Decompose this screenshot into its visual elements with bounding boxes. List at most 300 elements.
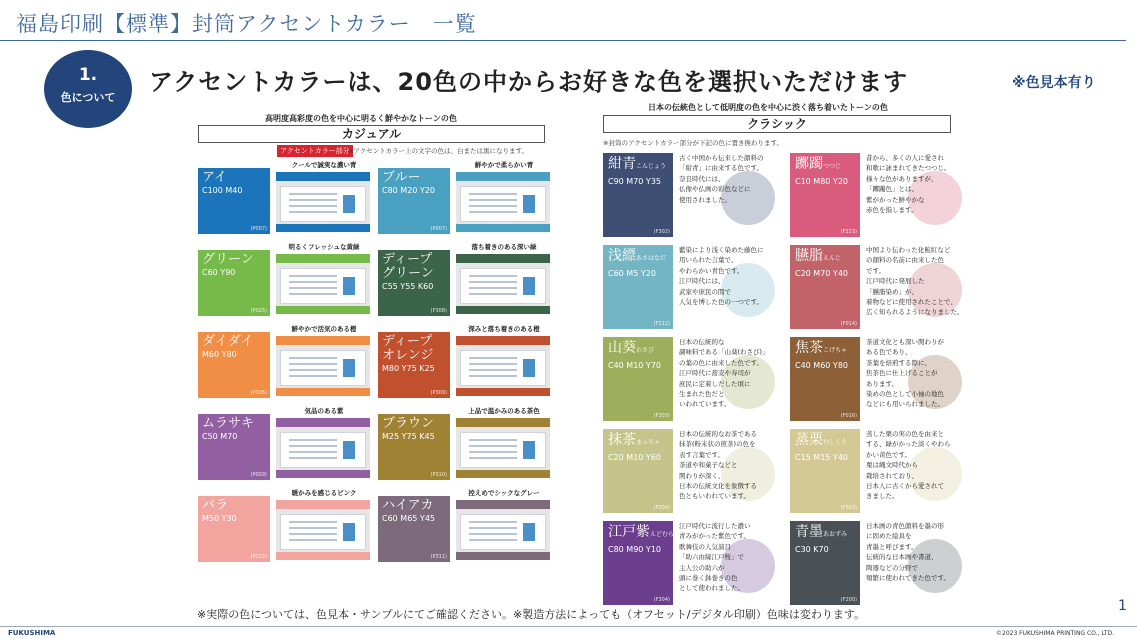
- history-line: 広く知られるようになりました。: [866, 308, 964, 317]
- envelope-preview: [276, 336, 370, 396]
- swatch-name: アイ: [202, 170, 227, 185]
- swatch-cmyk: M60 Y80: [202, 350, 237, 359]
- color-swatch: [378, 332, 450, 398]
- swatch-name: ダイダイ: [202, 334, 254, 349]
- envelope-text-line: [289, 369, 337, 371]
- swatch-code: (P025): [250, 308, 267, 314]
- envelope-preview: [276, 254, 370, 314]
- history-line: 仏像や仏画の彩色などに: [679, 185, 751, 194]
- swatch-name: 躑躅: [795, 156, 823, 172]
- history-line: 歌舞伎の人気演目: [679, 542, 731, 551]
- envelope-text-line: [469, 445, 517, 447]
- history-line: 「臙脂染め」が、: [866, 287, 918, 296]
- classic-card: [603, 153, 776, 237]
- envelope-flap: [276, 418, 370, 427]
- swatch-name-row: [795, 248, 855, 267]
- envelope-flap: [276, 500, 370, 509]
- swatch-code: (P311): [430, 554, 447, 560]
- envelope-flap: [456, 418, 550, 427]
- history-line: ある色であり、: [866, 348, 912, 357]
- history-line: 染めの色として小袖の地色: [866, 390, 944, 399]
- history-line: 抹茶(粉末状の煎茶)の色を: [679, 440, 756, 449]
- swatch-code: (P007): [430, 226, 447, 232]
- color-history-text: [866, 337, 966, 410]
- swatch-reading: わさび: [636, 347, 655, 354]
- history-line: 奈良時代には、: [679, 174, 725, 183]
- casual-card: [378, 160, 552, 234]
- swatch-code: (P009): [250, 472, 267, 478]
- swatch-name: 山葵: [608, 340, 636, 356]
- swatch-name: 臙脂: [795, 248, 823, 264]
- swatch-name: 蒸栗: [795, 432, 823, 448]
- classic-card: [790, 429, 963, 513]
- envelope-stripe: [456, 470, 550, 478]
- envelope-text-line: [289, 275, 337, 277]
- history-line: 江戸時代には、: [679, 277, 725, 286]
- swatch-code: (F302): [653, 229, 670, 235]
- swatch-name: グリーン: [202, 252, 254, 267]
- history-line: 関わりが深く、: [679, 471, 725, 480]
- color-swatch: [790, 337, 860, 421]
- swatch-cmyk: C40 M60 Y80: [795, 361, 848, 370]
- envelope-text-line: [289, 193, 337, 195]
- envelope-text-line: [469, 287, 517, 289]
- classic-note: ※封筒のアクセントカラー部分が下記の色に置き換わります。: [603, 139, 784, 147]
- envelope-flap: [276, 254, 370, 263]
- swatch-code: (F212): [653, 321, 670, 327]
- swatch-code: (F016): [840, 413, 857, 419]
- envelope-preview: [456, 254, 550, 314]
- history-line: 藍染により浅く染めた藤色に: [679, 246, 764, 254]
- color-history-text: [866, 521, 966, 583]
- swatch-code: (P222): [250, 554, 267, 560]
- history-line: 「紺青」に由来する色です。: [679, 164, 763, 173]
- color-swatch: [790, 429, 860, 513]
- history-line: 日本の伝統的な: [679, 338, 725, 346]
- classic-card: [603, 521, 776, 605]
- history-line: です。: [866, 266, 885, 275]
- envelope-text-line: [289, 357, 337, 359]
- envelope-stripe: [456, 224, 550, 232]
- envelope-text-line: [289, 527, 337, 529]
- swatch-code: (P305): [250, 390, 267, 396]
- swatch-cmyk: C50 M70: [202, 432, 238, 441]
- company-logo: FUKUSHIMA: [8, 629, 56, 637]
- envelope-window: [280, 268, 366, 304]
- swatch-reading: むしくり: [823, 439, 848, 446]
- history-line: 茶道や和菓子などと: [679, 461, 738, 470]
- history-line: 用いられた言葉で、: [679, 256, 738, 265]
- history-line: 日本の伝統文化を象徴する: [679, 482, 757, 491]
- swatch-cmyk: C60 Y90: [202, 268, 236, 277]
- envelope-text-line: [469, 539, 517, 541]
- history-line: 焦茶色に仕上げることが: [866, 369, 938, 378]
- color-description: 気品のある紫: [304, 407, 344, 415]
- envelope-preview: [456, 336, 550, 396]
- history-line: 頻繁に使われてきた色です。: [866, 574, 950, 583]
- swatch-name: 浅縹: [608, 248, 636, 264]
- envelope-text-line: [289, 521, 337, 523]
- casual-caption: 高明度高彩度の色を中心に明るく鮮やかなトーンの色: [265, 114, 457, 123]
- envelope-text-line: [469, 281, 517, 283]
- copyright: ©2023 FUKUSHIMA PRINTING CO., LTD.: [996, 630, 1115, 637]
- history-line: かい黄色です。: [866, 450, 911, 459]
- envelope-window: [280, 514, 366, 550]
- envelope-text-line: [469, 457, 517, 459]
- envelope-preview: [276, 172, 370, 232]
- swatch-name-row: [795, 156, 855, 175]
- color-swatch: [603, 153, 673, 237]
- casual-card: [198, 160, 372, 234]
- classic-card: [603, 337, 776, 421]
- color-swatch: [198, 496, 270, 562]
- envelope-text-line: [289, 363, 337, 365]
- history-line: 庶民に定着しだした頃に: [679, 379, 751, 388]
- envelope-mascot: [523, 441, 535, 459]
- swatch-reading: あさはなだ: [636, 255, 667, 262]
- classic-label: クラシック: [603, 115, 951, 133]
- footer-note: ※実際の色については、色見本・サンプルにてご確認ください。※製造方法によっても（オフセット/デジタル印刷）色味は変わります。: [197, 608, 865, 621]
- color-swatch: [790, 245, 860, 329]
- envelope-text-line: [469, 357, 517, 359]
- swatch-name: 抹茶: [608, 432, 636, 448]
- envelope-stripe: [276, 224, 370, 232]
- history-line: 日本人に古くから愛されて: [866, 482, 944, 491]
- envelope-text-line: [469, 439, 517, 441]
- swatch-reading: えどむらさき: [650, 531, 687, 538]
- color-swatch: [603, 337, 673, 421]
- swatch-name: ディープ グリーン: [382, 252, 434, 281]
- envelope-preview: [456, 418, 550, 478]
- casual-label: カジュアル: [198, 125, 545, 143]
- classic-card: [790, 153, 963, 237]
- history-line: として使われました。: [679, 584, 744, 593]
- color-swatch: [378, 250, 450, 316]
- history-line: 武家や庶民の間で: [679, 287, 731, 296]
- casual-card: [198, 488, 372, 562]
- casual-card: [378, 406, 552, 480]
- envelope-stripe: [276, 552, 370, 560]
- history-line: 赤色を指します。: [866, 206, 918, 215]
- swatch-code: (F204): [653, 505, 670, 511]
- swatch-reading: こげちゃ: [823, 347, 848, 354]
- swatch-cmyk: C60 M5 Y20: [608, 269, 656, 278]
- history-line: 日本画の青色顔料を墨の形: [866, 522, 944, 530]
- swatch-cmyk: C10 M80 Y20: [795, 177, 848, 186]
- color-history-text: [679, 429, 779, 502]
- classic-card: [790, 245, 963, 329]
- swatch-code: (P007): [250, 226, 267, 232]
- envelope-text-line: [289, 287, 337, 289]
- swatch-name-row: [795, 432, 855, 451]
- envelope-text-line: [289, 439, 337, 441]
- envelope-text-line: [289, 211, 337, 213]
- swatch-name-row: [795, 524, 855, 543]
- history-line: 「助六由縁江戸桜」で: [679, 553, 744, 562]
- history-line: 江戸時代に発展した: [866, 277, 925, 286]
- footer-divider: [0, 626, 1137, 627]
- envelope-text-line: [289, 539, 337, 541]
- classic-card: [790, 337, 963, 421]
- history-line: 昔から、多くの人に愛され: [866, 154, 944, 162]
- envelope-stripe: [456, 552, 550, 560]
- envelope-flap: [456, 500, 550, 509]
- envelope-mascot: [343, 523, 355, 541]
- color-description: クールで誠実な濃い青: [291, 161, 357, 169]
- swatch-name: バラ: [202, 498, 229, 513]
- swatch-name-row: [608, 156, 668, 175]
- swatch-cmyk: C40 M10 Y70: [608, 361, 661, 370]
- envelope-text-line: [469, 205, 517, 207]
- casual-card: [198, 406, 372, 480]
- swatch-cmyk: C60 M65 Y45: [382, 514, 435, 523]
- history-line: 茶葉を焙煎する際に、: [866, 358, 931, 367]
- envelope-window: [460, 432, 546, 468]
- swatch-name: 紺青: [608, 156, 636, 172]
- envelope-preview: [456, 172, 550, 232]
- envelope-preview: [276, 418, 370, 478]
- history-line: 古く中国から伝来した顔料の: [679, 154, 764, 162]
- page-title: 福島印刷【標準】封筒アクセントカラー 一覧: [16, 12, 477, 36]
- color-description: 深みと落ち着きのある橙: [468, 325, 540, 333]
- swatch-reading: あおずみ: [823, 531, 848, 538]
- swatch-cmyk: C80 M20 Y20: [382, 186, 435, 195]
- envelope-stripe: [456, 306, 550, 314]
- classic-card: [603, 429, 776, 513]
- color-history-text: [679, 337, 779, 410]
- envelope-text-line: [469, 451, 517, 453]
- color-description: 暖かみを感じるピンク: [291, 489, 357, 497]
- swatch-cmyk: M80 Y75 K25: [382, 364, 435, 373]
- color-history-text: [866, 153, 966, 215]
- swatch-code: (F014): [840, 321, 857, 327]
- accent-note: ※アクセントカラー上の文字の色は、白または黒になります。: [348, 147, 529, 155]
- history-line: 紫がかった鮮やかな: [866, 195, 925, 204]
- swatch-code: (F200): [840, 597, 857, 603]
- envelope-text-line: [289, 375, 337, 377]
- history-line: 人気を博した色の一つです。: [679, 298, 763, 307]
- headline: アクセントカラーは、20色の中からお好きな色を選択いただけます: [149, 68, 908, 96]
- history-line: 和歌に詠まれてきたつつじ。: [866, 164, 951, 173]
- color-swatch: [790, 521, 860, 605]
- swatch-cmyk: C20 M10 Y60: [608, 453, 661, 462]
- history-line: やわらかい青色です。: [679, 266, 744, 275]
- color-description: 落ち着きのある深い緑: [471, 243, 537, 251]
- envelope-mascot: [343, 359, 355, 377]
- page-number: 1: [1118, 598, 1127, 614]
- color-description: 鮮やかで柔らかい青: [474, 161, 534, 169]
- history-line: の顔料の名前に由来した色: [866, 256, 944, 265]
- envelope-flap: [456, 254, 550, 263]
- envelope-text-line: [289, 281, 337, 283]
- history-line: あります。: [866, 379, 898, 388]
- envelope-mascot: [523, 195, 535, 213]
- envelope-stripe: [276, 470, 370, 478]
- title-divider: [0, 40, 1126, 41]
- swatch-cmyk: C80 M90 Y10: [608, 545, 661, 554]
- swatch-cmyk: C100 M40: [202, 186, 243, 195]
- envelope-text-line: [469, 375, 517, 377]
- history-line: 江戸時代に蕎麦や寿司が: [679, 369, 751, 378]
- color-swatch: [603, 429, 673, 513]
- swatch-name: 青墨: [795, 524, 823, 540]
- casual-card: [198, 242, 372, 316]
- color-swatch: [378, 414, 450, 480]
- history-line: 青墨と呼びます。: [866, 542, 918, 551]
- swatch-code: (F304): [653, 597, 670, 603]
- envelope-window: [280, 350, 366, 386]
- history-line: 主人公の助六が: [679, 563, 725, 572]
- history-line: 栗は縄文時代から: [866, 461, 918, 470]
- history-line: 蒸した栗の実の色を由来と: [866, 430, 944, 438]
- swatch-name-row: [608, 432, 668, 451]
- envelope-window: [460, 268, 546, 304]
- color-swatch: [378, 496, 450, 562]
- history-line: 使用されました。: [679, 195, 731, 204]
- swatch-code: (F223): [840, 229, 857, 235]
- history-line: 色ともいわれています。: [679, 492, 750, 501]
- color-history-text: [866, 429, 966, 502]
- color-swatch: [603, 245, 673, 329]
- color-swatch: [198, 332, 270, 398]
- envelope-text-line: [469, 199, 517, 201]
- swatch-cmyk: C55 Y55 K60: [382, 282, 434, 291]
- envelope-mascot: [523, 359, 535, 377]
- classic-caption: 日本の伝統色として低明度の色を中心に渋く落ち着いたトーンの色: [648, 103, 888, 112]
- envelope-text-line: [469, 521, 517, 523]
- swatch-cmyk: M25 Y75 K45: [382, 432, 435, 441]
- history-line: 江戸時代に流行した濃い: [679, 522, 751, 530]
- color-description: 上品で温かみのある茶色: [468, 407, 540, 415]
- swatch-reading: つつじ: [823, 163, 842, 170]
- history-line: 様々な色がありますが、: [866, 174, 938, 183]
- color-swatch: [603, 521, 687, 605]
- history-line: 「躑躅色」とは、: [866, 185, 918, 194]
- swatch-name-row: [795, 340, 855, 359]
- envelope-text-line: [289, 445, 337, 447]
- envelope-mascot: [343, 441, 355, 459]
- section-badge: [44, 50, 132, 128]
- envelope-flap: [456, 336, 550, 345]
- envelope-text-line: [289, 457, 337, 459]
- history-line: 陶器などの分野で: [866, 563, 918, 572]
- history-line: する、緑がかった淡くやわら: [866, 440, 951, 449]
- history-line: 茶道文化とも深い関わりが: [866, 338, 944, 346]
- history-line: 伝統的な日本画や書道、: [866, 553, 938, 562]
- swatch-name: ムラサキ: [202, 416, 255, 431]
- envelope-text-line: [469, 533, 517, 535]
- envelope-mascot: [343, 277, 355, 295]
- envelope-text-line: [289, 451, 337, 453]
- swatch-code: (F203): [653, 413, 670, 419]
- history-line: 日本の伝統的なお茶である: [679, 430, 757, 438]
- envelope-preview: [276, 500, 370, 560]
- swatch-cmyk: C30 K70: [795, 545, 829, 554]
- envelope-window: [460, 514, 546, 550]
- envelope-text-line: [469, 527, 517, 529]
- envelope-mascot: [523, 277, 535, 295]
- badge-number: 1.: [78, 65, 98, 85]
- envelope-text-line: [289, 205, 337, 207]
- envelope-flap: [456, 172, 550, 181]
- swatch-cmyk: C20 M70 Y40: [795, 269, 848, 278]
- swatch-name-row: [608, 340, 668, 359]
- swatch-name-row: [608, 248, 668, 267]
- envelope-text-line: [289, 293, 337, 295]
- history-line: に固めた絵具を: [866, 532, 912, 541]
- swatch-name: ディープ オレンジ: [382, 334, 434, 363]
- envelope-window: [280, 432, 366, 468]
- swatch-code: (P310): [430, 472, 447, 478]
- envelope-mascot: [343, 195, 355, 213]
- color-history-text: [679, 521, 779, 594]
- envelope-flap: [276, 172, 370, 181]
- envelope-stripe: [276, 388, 370, 396]
- color-swatch: [198, 168, 270, 234]
- envelope-text-line: [469, 293, 517, 295]
- casual-card: [378, 242, 552, 316]
- classic-card: [603, 245, 776, 329]
- history-line: 頭に巻く鉢巻きの色: [679, 574, 738, 583]
- swatch-reading: こんじょう: [636, 163, 667, 170]
- swatch-name: 江戸紫: [608, 524, 650, 540]
- envelope-text-line: [469, 193, 517, 195]
- swatch-code: (P309): [430, 390, 447, 396]
- color-history-text: [679, 245, 779, 307]
- envelope-text-line: [469, 369, 517, 371]
- color-swatch: [198, 414, 270, 480]
- swatch-cmyk: C90 M70 Y35: [608, 177, 661, 186]
- color-swatch: [790, 153, 860, 237]
- swatch-name-row: [608, 524, 687, 543]
- swatch-name: ブラウン: [382, 416, 435, 431]
- color-swatch: [198, 250, 270, 316]
- classic-card: [790, 521, 963, 605]
- badge-label: 色について: [60, 91, 116, 104]
- history-line: 着物などに使用されたことで、: [866, 298, 957, 307]
- swatch-cmyk: C15 M15 Y40: [795, 453, 848, 462]
- envelope-stripe: [456, 388, 550, 396]
- envelope-preview: [456, 500, 550, 560]
- envelope-window: [460, 350, 546, 386]
- history-line: などにも用いられました。: [866, 400, 944, 409]
- casual-card: [198, 324, 372, 398]
- envelope-stripe: [276, 306, 370, 314]
- envelope-text-line: [469, 363, 517, 365]
- envelope-text-line: [289, 199, 337, 201]
- history-line: 中国より伝わった化粧紅など: [866, 246, 951, 254]
- history-line: きました。: [866, 492, 899, 501]
- color-history-text: [679, 153, 779, 205]
- color-description: 控えめでシックなグレー: [468, 489, 540, 497]
- envelope-text-line: [469, 211, 517, 213]
- history-line: 生まれた色だと: [679, 390, 725, 399]
- color-description: 鮮やかで活気のある橙: [291, 325, 357, 333]
- history-line: 栽培されており、: [866, 471, 918, 480]
- color-description: 明るくフレッシュな黄緑: [288, 243, 360, 251]
- swatch-reading: えんじ: [823, 255, 842, 262]
- swatch-cmyk: M50 Y30: [202, 514, 237, 523]
- swatch-name: ブルー: [382, 170, 421, 185]
- history-line: 表す言葉です。: [679, 450, 724, 459]
- envelope-flap: [276, 336, 370, 345]
- envelope-text-line: [289, 533, 337, 535]
- history-line: いわれています。: [679, 400, 731, 409]
- swatch-reading: まっちゃ: [636, 439, 661, 446]
- history-line: 青みがかった紫色です。: [679, 532, 750, 541]
- color-swatch: [378, 168, 450, 234]
- envelope-window: [460, 186, 546, 222]
